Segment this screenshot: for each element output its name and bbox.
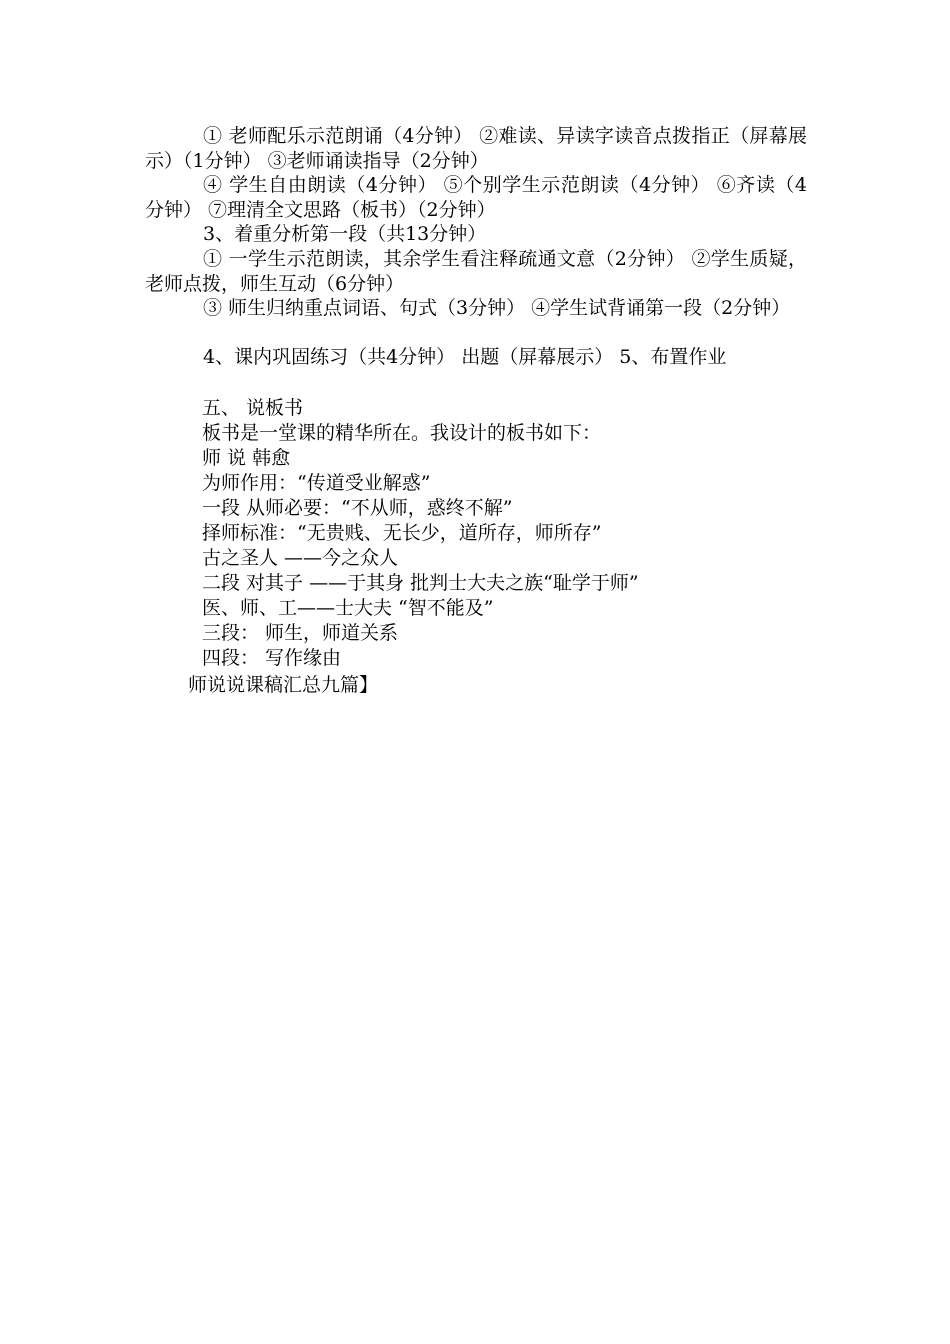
blackboard-line-sages: 古之圣人 ——今之众人 — [202, 547, 399, 569]
paragraph-section-3-steps-2: ③ 师生归纳重点词语、句式（3分钟） ④学生试背诵第一段（2分钟） — [203, 297, 791, 319]
blackboard-line-standard: 择师标准：“无贵贱、无长少，道所存，师所存” — [202, 522, 602, 544]
blackboard-line-paragraph-3: 三段： 师生，师道关系 — [202, 622, 399, 644]
paragraph-section-3-heading: 3、着重分析第一段（共13分钟） — [203, 223, 487, 245]
document-footer-title: 师说说课稿汇总九篇】 — [188, 674, 379, 696]
paragraph-section-4: 4、课内巩固练习（共4分钟） 出题（屏幕展示） 5、布置作业 — [203, 346, 727, 368]
blackboard-line-paragraph-1: 一段 从师必要：“不从师，惑终不解” — [202, 497, 513, 519]
blackboard-intro: 板书是一堂课的精华所在。我设计的板书如下： — [202, 422, 602, 444]
blackboard-line-paragraph-2: 二段 对其子 ——于其身 批判士大夫之族“耻学于师” — [202, 572, 639, 594]
paragraph-reading-steps-1: ① 老师配乐示范朗诵（4分钟） ②难读、异读字读音点拨指正（屏幕展示）（1分钟） ③老师诵读指导（2分钟） — [145, 125, 807, 172]
paragraph-section-3-steps-1: ① 一学生示范朗读，其余学生看注释疏通文意（2分钟） ②学生质疑，老师点拨，师生互动（6分钟） — [145, 248, 807, 295]
blackboard-line-paragraph-4: 四段： 写作缘由 — [202, 647, 342, 669]
heading-blackboard-design: 五、 说板书 — [202, 397, 304, 419]
blackboard-line-craftsmen: 医、师、工——士大夫 “智不能及” — [202, 597, 494, 619]
paragraph-reading-steps-2: ④ 学生自由朗读（4分钟） ⑤个别学生示范朗读（4分钟） ⑥齐读（4分钟） ⑦理清全文思路（板书）（2分钟） — [145, 174, 807, 221]
blackboard-title: 师 说 韩愈 — [202, 447, 291, 469]
blackboard-line-role: 为师作用：“传道受业解惑” — [202, 472, 431, 494]
